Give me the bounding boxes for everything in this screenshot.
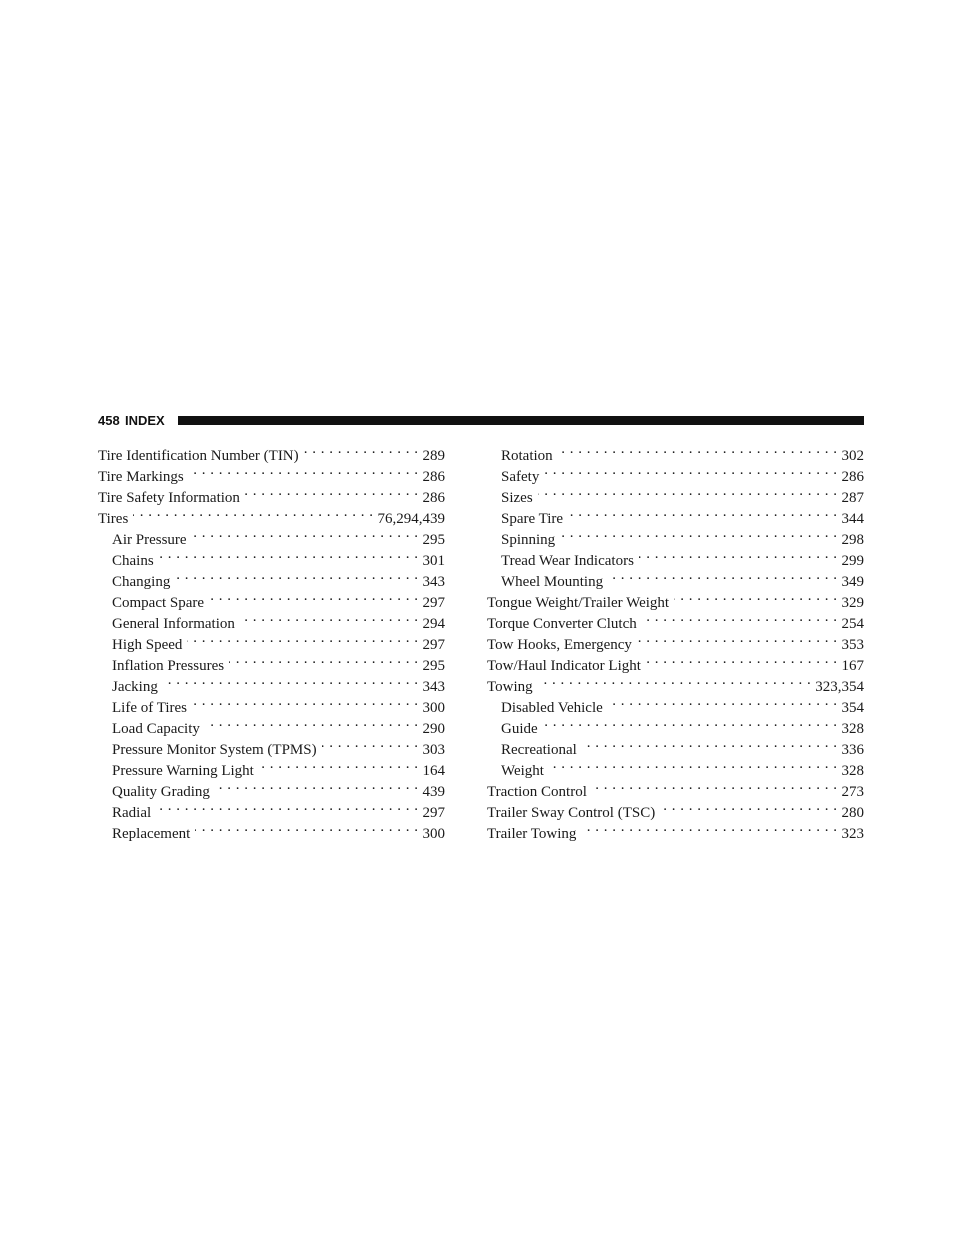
dot-leader [133,502,373,523]
entry-page-ref: 299 [841,553,864,569]
dot-leader [538,481,838,502]
index-column-right [487,439,864,842]
entry-page-ref: 353 [841,637,864,653]
entry-label: Chains [112,553,154,569]
entry-page-ref: 286 [422,490,445,506]
entry-label: Tongue Weight/Trailer Weight [487,595,670,611]
dot-leader [175,565,418,586]
entry-page-ref: 294 [422,616,445,632]
dot-leader [189,460,419,481]
entry-page-ref: 329 [841,595,864,611]
entry-label: Safety [501,469,540,485]
entry-label: General Information [112,616,235,632]
index-subentry [487,460,864,485]
entry-page-ref: 302 [841,448,864,464]
entry-page-ref: 328 [841,721,864,737]
entry-page-ref: 328 [841,763,864,779]
entry-page-ref: 300 [422,826,445,842]
entry-label: Spare Tire [501,511,564,527]
entry-label: Pressure Monitor System (TPMS) [112,742,317,758]
dot-leader [259,754,419,775]
entry-label: Tire Identification Number (TIN) [98,448,299,464]
dot-leader [581,817,837,838]
dot-leader [192,523,419,544]
entry-page-ref: 286 [841,469,864,485]
entry-label: Quality Grading [112,784,210,800]
entry-page-ref: 349 [841,574,864,590]
entry-page-ref: 273 [841,784,864,800]
index-subentry [487,733,864,758]
entry-page-ref: 295 [422,532,445,548]
entry-label: Life of Tires [112,700,187,716]
entry-page-ref: 295 [422,658,445,674]
dot-leader [660,796,837,817]
entry-label: Tow/Haul Indicator Light [487,658,641,674]
dot-leader [538,670,812,691]
dot-leader [674,586,837,607]
entry-page-ref: 289 [422,448,445,464]
dot-leader [215,775,419,796]
page-number: 458 [98,413,120,428]
entry-page-ref: 286 [422,469,445,485]
entry-page-ref: 303 [422,742,445,758]
dot-leader [322,733,419,754]
dot-leader [209,586,418,607]
index-entry [98,502,445,527]
entry-page-ref: 301 [422,553,445,569]
entry-label: Tow Hooks, Emergency [487,637,632,653]
entry-page-ref: 343 [422,574,445,590]
entry-label: Wheel Mounting [501,574,604,590]
index-subentry [487,691,864,716]
entry-label: Trailer Towing [487,826,577,842]
dot-leader [195,817,418,838]
dot-leader [543,712,838,733]
entry-page-ref: 167 [841,658,864,674]
dot-leader [558,439,838,460]
index-entry [98,439,445,464]
page-header [98,413,864,429]
index-subentry [487,439,864,464]
entry-page-ref: 343 [422,679,445,695]
dot-leader [229,649,418,670]
entry-label: High Speed [112,637,183,653]
entry-label: Tires [98,511,129,527]
entry-page-ref: 298 [841,532,864,548]
entry-label: Recreational [501,742,577,758]
entry-label: Guide [501,721,538,737]
entry-label: Tire Safety Information [98,490,240,506]
dot-leader [544,460,837,481]
dot-leader [560,523,837,544]
dot-leader [608,565,837,586]
dot-leader [159,544,419,565]
entry-page-ref: 300 [422,700,445,716]
entry-label: Load Capacity [112,721,200,737]
index-subentry [98,523,445,548]
entry-page-ref: 336 [841,742,864,758]
index-subentry [487,481,864,506]
dot-leader [646,649,838,670]
entry-page-ref: 354 [841,700,864,716]
dot-leader [637,628,838,649]
entry-page-ref: 344 [841,511,864,527]
entry-page-ref: 323,354 [815,679,864,695]
index-subentry [487,712,864,737]
dot-leader [192,691,419,712]
entry-label: Pressure Warning Light [112,763,254,779]
dot-leader [205,712,419,733]
entry-page-ref: 254 [841,616,864,632]
dot-leader [187,628,418,649]
entry-page-ref: 76,294,439 [377,511,445,527]
entry-page-ref: 287 [841,490,864,506]
entry-label: Inflation Pressures [112,658,225,674]
index-column-left [98,439,445,842]
index-entry [487,670,864,695]
dot-leader [245,481,419,502]
dot-leader [592,775,838,796]
entry-label: Replacement [112,826,191,842]
entry-label: Spinning [501,532,556,548]
entry-label: Sizes [501,490,533,506]
dot-leader [549,754,838,775]
dot-leader [304,439,419,460]
entry-page-ref: 297 [422,805,445,821]
entry-label: Rotation [501,448,553,464]
entry-label: Tread Wear Indicators [501,553,634,569]
index-subentry [487,502,864,527]
entry-page-ref: 164 [422,763,445,779]
entry-page-ref: 280 [841,805,864,821]
section-title: INDEX [125,413,165,428]
dot-leader [156,796,418,817]
entry-page-ref: 297 [422,637,445,653]
dot-leader [582,733,838,754]
dot-leader [163,670,419,691]
entry-label: Tire Markings [98,469,184,485]
entry-label: Weight [501,763,544,779]
header-rule [178,416,864,425]
entry-page-ref: 290 [422,721,445,737]
entry-page-ref: 323 [841,826,864,842]
dot-leader [642,607,838,628]
entry-label: Torque Converter Clutch [487,616,637,632]
entry-label: Compact Spare [112,595,205,611]
entry-label: Towing [487,679,533,695]
entry-label: Radial [112,805,152,821]
dot-leader [568,502,837,523]
entry-label: Jacking [112,679,158,695]
entry-label: Trailer Sway Control (TSC) [487,805,656,821]
entry-label: Air Pressure [112,532,187,548]
dot-leader [240,607,419,628]
entry-label: Changing [112,574,171,590]
entry-label: Disabled Vehicle [501,700,603,716]
entry-label: Traction Control [487,784,587,800]
dot-leader [639,544,838,565]
entry-page-ref: 297 [422,595,445,611]
entry-page-ref: 439 [422,784,445,800]
dot-leader [608,691,838,712]
